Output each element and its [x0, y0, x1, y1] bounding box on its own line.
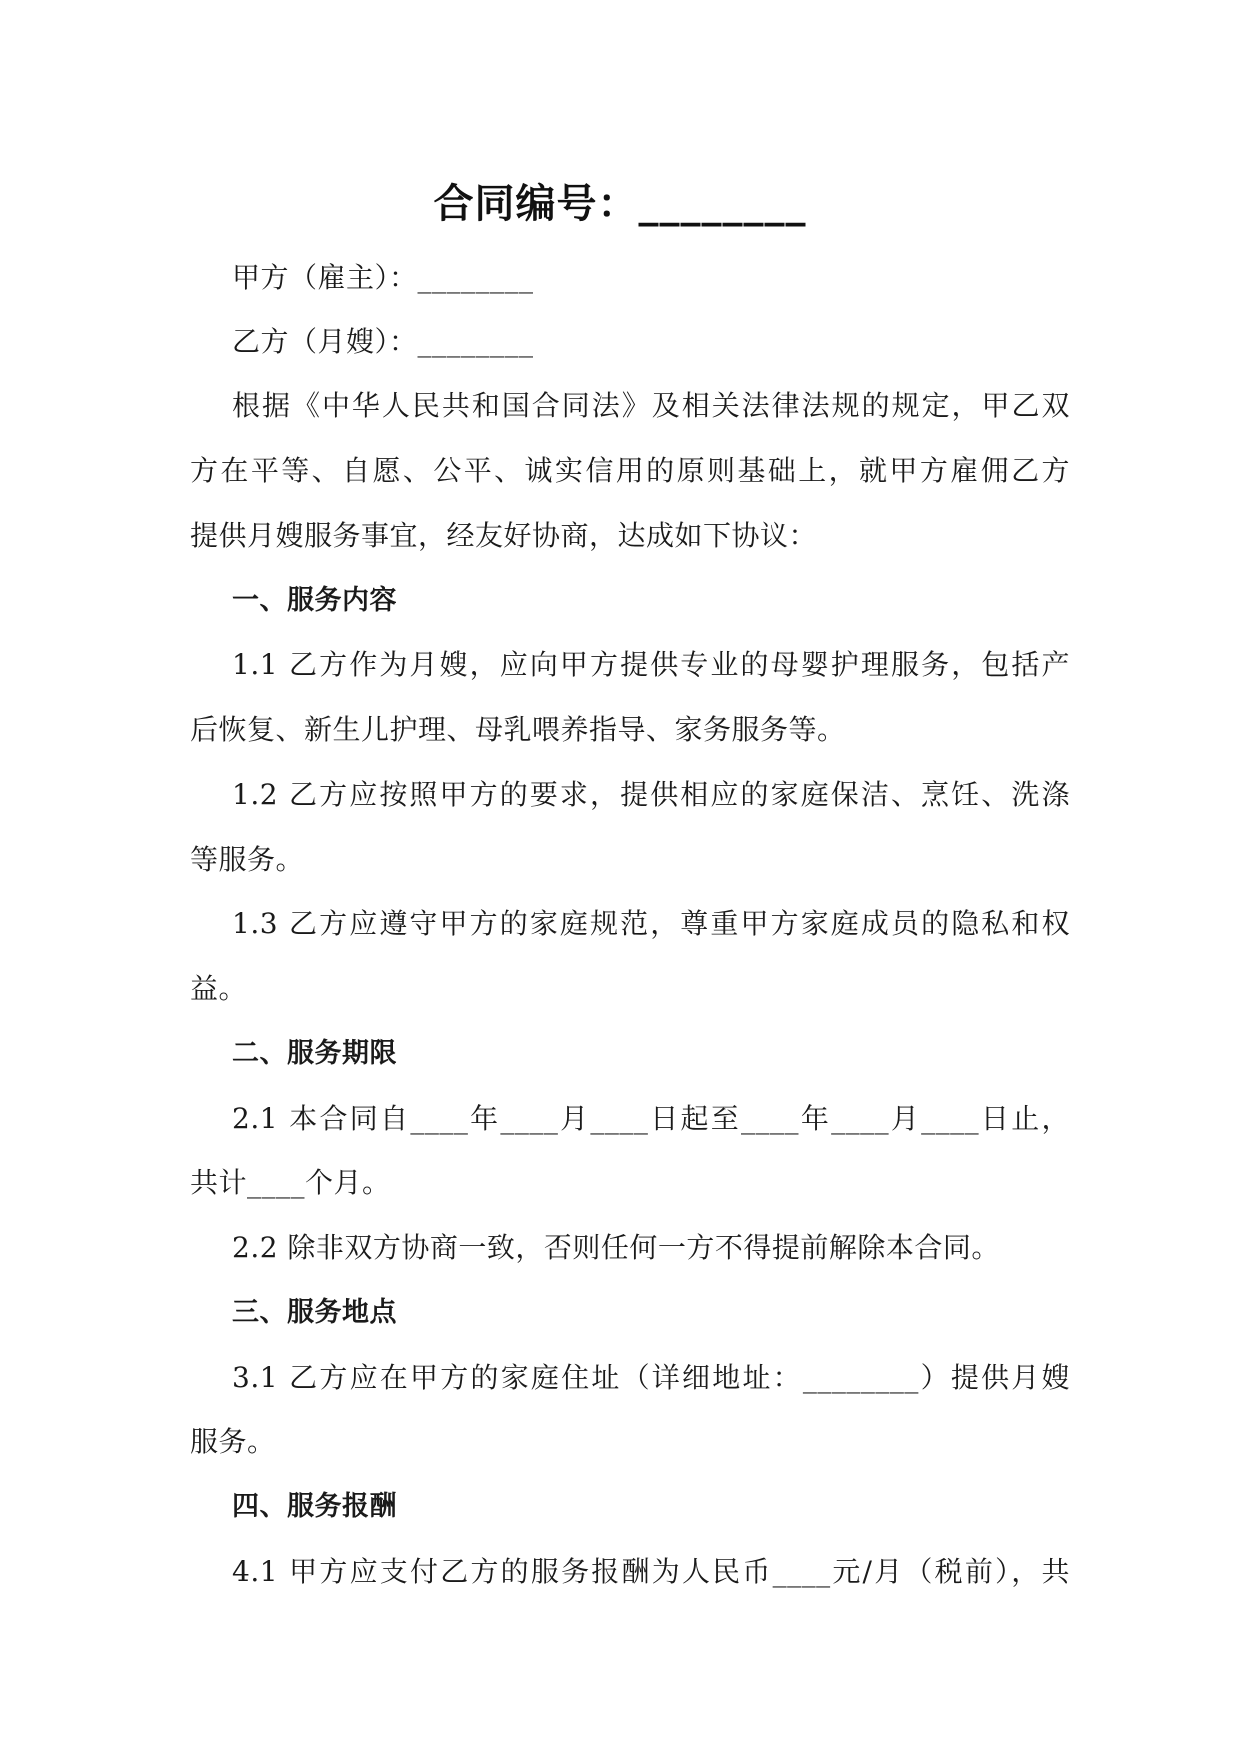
- clause-1-2-line-2: 等服务。: [190, 843, 305, 876]
- clause-1-2-line-1: 1.2 乙方应按照甲方的要求，提供相应的家庭保洁、烹饪、洗涤: [232, 778, 1070, 811]
- contract-title: 合同编号：________: [433, 181, 807, 227]
- section-heading-service-content: 一、服务内容: [232, 585, 397, 616]
- party-a-line: 甲方（雇主）：________: [232, 261, 534, 294]
- clause-4-1-line-1: 4.1 甲方应支付乙方的服务报酬为人民币____元/月（税前），共: [232, 1555, 1070, 1588]
- preamble-line-3: 提供月嫂服务事宜，经友好协商，达成如下协议：: [190, 519, 818, 552]
- clause-1-1-line-2: 后恢复、新生儿护理、母乳喂养指导、家务服务等。: [190, 713, 846, 746]
- clause-1-3-line-1: 1.3 乙方应遵守甲方的家庭规范，尊重甲方家庭成员的隐私和权: [232, 907, 1070, 940]
- clause-1-3-line-2: 益。: [190, 972, 248, 1005]
- clause-2-2-line-1: 2.2 除非双方协商一致，否则任何一方不得提前解除本合同。: [232, 1231, 1000, 1264]
- party-b-line: 乙方（月嫂）：________: [232, 325, 534, 358]
- clause-3-1-line-2: 服务。: [190, 1425, 276, 1458]
- clause-1-1-line-1: 1.1 乙方作为月嫂，应向甲方提供专业的母婴护理服务，包括产: [232, 648, 1070, 681]
- preamble-line-2: 方在平等、自愿、公平、诚实信用的原则基础上，就甲方雇佣乙方: [190, 454, 1070, 487]
- clause-2-1-line-2: 共计____个月。: [190, 1166, 391, 1199]
- section-heading-service-term: 二、服务期限: [232, 1038, 397, 1069]
- clause-3-1-line-1: 3.1 乙方应在甲方的家庭住址（详细地址：________）提供月嫂: [232, 1361, 1070, 1394]
- section-heading-service-fee: 四、服务报酬: [232, 1491, 397, 1522]
- clause-2-1-line-1: 2.1 本合同自____年____月____日起至____年____月____日止，: [232, 1102, 1070, 1135]
- preamble-line-1: 根据《中华人民共和国合同法》及相关法律法规的规定，甲乙双: [232, 389, 1070, 422]
- section-heading-service-location: 三、服务地点: [232, 1297, 397, 1328]
